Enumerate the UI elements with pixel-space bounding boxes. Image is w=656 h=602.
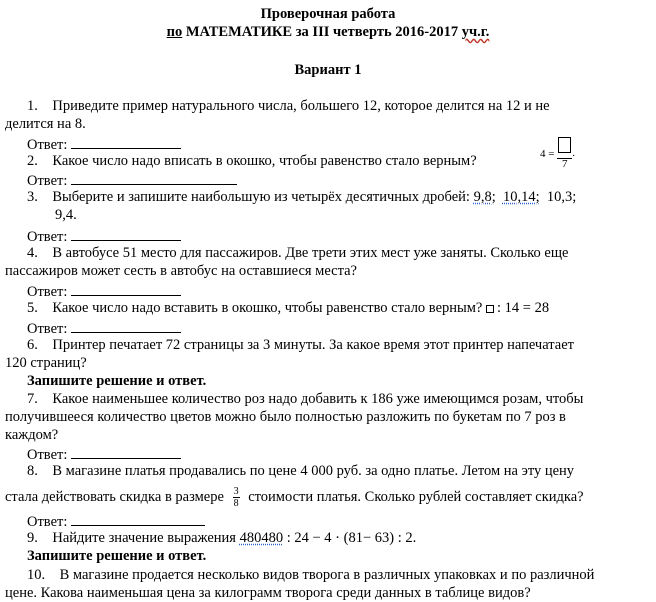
question-10: [27, 566, 594, 584]
question-7-number: 7.: [27, 391, 38, 407]
question-5-number: 5.: [27, 300, 38, 316]
question-3-text: Выберите и запишите наибольшую из четырёх десятичных дробей:: [52, 189, 470, 205]
question-7: [27, 390, 583, 408]
answer-4-label: Ответ:: [27, 284, 68, 300]
question-8-line2-start: стала действовать скидка в размере: [5, 488, 224, 505]
question-7-line1: Какое наименьшее количество роз надо добавить к 186 уже имеющимся розам, чтобы: [52, 391, 584, 407]
fraction-option-1: 9,8;: [473, 189, 496, 205]
answer-5: [27, 318, 181, 338]
question-10-number: 10.: [27, 567, 46, 583]
question-4-line1: В автобусе 51 место для пассажиров. Две трети этих мест уже заняты. Сколько еще: [52, 245, 569, 261]
solution-instruction-1: Запишите решение и ответ.: [27, 373, 207, 389]
expression-rest: : 24 − 4 · (81− 63) : 2.: [286, 530, 417, 546]
formula-2-lhs: 4 =: [540, 147, 555, 160]
answer-3-blank[interactable]: [71, 226, 181, 241]
formula-2-numerator: [557, 137, 572, 159]
question-1: [27, 97, 550, 115]
question-7-line3: каждом?: [5, 427, 59, 443]
question-9: [27, 529, 416, 547]
formula-2-denominator: 7: [561, 158, 568, 170]
question-8-line2: [5, 486, 584, 509]
question-4: [27, 244, 568, 262]
formula-5-box: [486, 305, 494, 313]
question-2-number: 2.: [27, 153, 38, 169]
subtitle-prefix: по: [166, 24, 183, 40]
question-10-line2: цене. Какова наименьшая цена за килограмм творога среди данных в таблице видов?: [5, 585, 531, 601]
question-6-line1: Принтер печатает 72 страницы за 3 минуты. За какое время этот принтер напечатает: [52, 337, 575, 353]
solution-instruction-2: Запишите решение и ответ.: [27, 548, 207, 564]
question-2: [27, 152, 477, 170]
expression-number: 480480: [239, 530, 284, 546]
formula-2-tail: .: [572, 147, 575, 160]
question-2-text: Какое число надо вписать в окошко, чтобы равенство стало верным?: [52, 153, 477, 169]
subtitle-main: МАТЕМАТИКЕ за III четверть 2016-2017: [185, 24, 459, 40]
worksheet-title: Проверочная работа: [260, 6, 396, 22]
question-7-line2: получившееся количество цветов можно было полностью разложить по букетам по 7 роз в: [5, 409, 566, 425]
question-6-number: 6.: [27, 337, 38, 353]
answer-3: [27, 226, 181, 246]
formula-2-box: [558, 137, 571, 153]
question-3-number: 3.: [27, 189, 38, 205]
question-5-text: Какое число надо вставить в окошко, чтобы равенство стало верным?: [52, 300, 483, 316]
answer-8-label: Ответ:: [27, 514, 68, 530]
answer-5-label: Ответ:: [27, 321, 68, 337]
answer-1: [27, 134, 181, 154]
question-1-line1: Приведите пример натурального числа, большего 12, которое делится на 12 и не: [52, 98, 550, 114]
fraction-option-3: 10,3;: [546, 189, 577, 205]
answer-2: [27, 170, 237, 190]
question-8-line1: В магазине платья продавались по цене 4 000 руб. за одно платье. Летом на эту цену: [52, 463, 575, 479]
question-1-line2: делится на 8.: [5, 116, 86, 132]
question-2-formula: [540, 137, 575, 170]
answer-2-blank[interactable]: [71, 170, 237, 185]
question-4-line2: пассажиров может сесть в автобус на оставшиеся места?: [5, 263, 357, 279]
answer-5-blank[interactable]: [71, 318, 181, 333]
variant-heading: Вариант 1: [294, 62, 362, 78]
answer-4-blank[interactable]: [71, 281, 181, 296]
answer-1-blank[interactable]: [71, 134, 181, 149]
subtitle-suffix: уч.г.: [461, 24, 490, 40]
answer-8-blank[interactable]: [71, 511, 205, 526]
answer-2-label: Ответ:: [27, 173, 68, 189]
question-4-number: 4.: [27, 245, 38, 261]
question-8: [27, 462, 574, 480]
answer-8: [27, 511, 205, 531]
worksheet-subtitle: [0, 23, 656, 41]
fraction-option-2: 10,14;: [502, 189, 540, 205]
answer-7-label: Ответ:: [27, 447, 68, 463]
answer-7-blank[interactable]: [71, 444, 181, 459]
question-9-number: 9.: [27, 530, 38, 546]
question-8-number: 8.: [27, 463, 38, 479]
discount-fraction: [233, 486, 240, 509]
question-9-text: Найдите значение выражения: [52, 530, 236, 546]
formula-5-text: : 14 = 28: [497, 300, 550, 316]
question-10-line1: В магазине продается несколько видов творога в различных упаковках и по различной: [59, 567, 595, 583]
question-8-line2-end: стоимости платья. Сколько рублей составляет скидка?: [248, 488, 584, 505]
fraction-option-4: 9,4.: [55, 207, 77, 223]
discount-numerator: 3: [233, 486, 239, 497]
question-3: [27, 188, 576, 206]
question-6: [27, 336, 574, 354]
question-6-line2: 120 страниц?: [5, 355, 87, 371]
question-1-number: 1.: [27, 98, 38, 114]
formula-2-fraction: [557, 137, 572, 170]
answer-7: [27, 444, 181, 464]
answer-3-label: Ответ:: [27, 229, 68, 245]
discount-denominator: 8: [233, 498, 239, 509]
answer-4: [27, 281, 181, 301]
question-5: [27, 299, 549, 317]
answer-1-label: Ответ:: [27, 137, 68, 153]
